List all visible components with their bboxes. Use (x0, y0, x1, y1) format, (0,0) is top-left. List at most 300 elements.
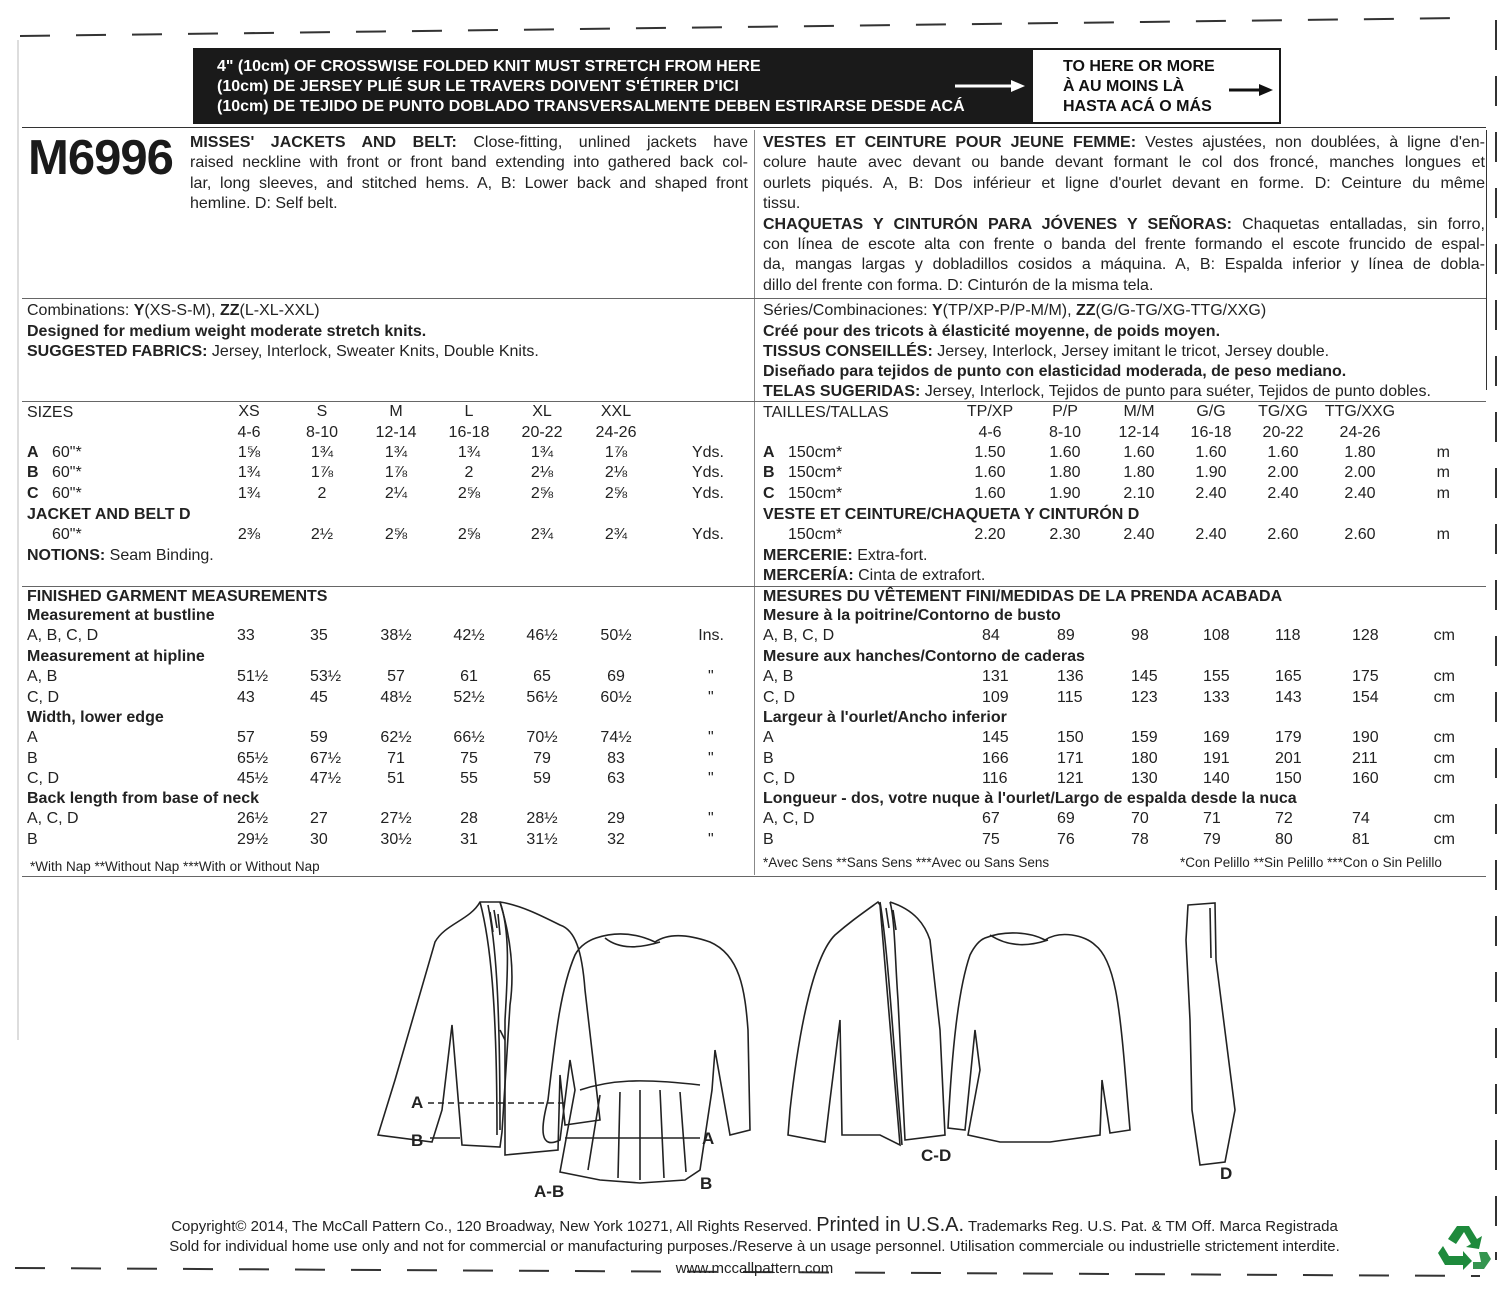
view-a-front-illustration (378, 902, 600, 1155)
intl-meas-unit: cm (1433, 810, 1455, 828)
us-meas-heading: Measurement at bustline (27, 607, 215, 624)
us-meas-heading: Measurement at hipline (27, 648, 205, 665)
us-meas-views: C, D (27, 770, 59, 788)
combo-zz-sizes: (L-XL-XXL) (239, 302, 320, 319)
tissus-text: Jersey, Interlock, Jersey imitant le tricot, Jersey double. (937, 343, 1330, 360)
us-meas-value: 69 (607, 668, 625, 686)
trademarks-text: Trademarks Reg. U.S. Pat. & TM Off. Marca Registrada (967, 1218, 1338, 1235)
combo-y-sizes: (TP/XP-P/P-M/M), (942, 302, 1072, 319)
us-meas-value: 75 (460, 749, 478, 767)
intl-size-range: 16-18 (1190, 424, 1232, 441)
intl-yardage-value: 2.40 (1195, 484, 1227, 502)
intl-meas-value: 89 (1057, 627, 1075, 645)
tissus-label: TISSUS CONSEILLÉS: (763, 343, 933, 360)
us-meas-value: 27½ (380, 810, 412, 828)
intl-size-header: TTG/XXG (1324, 403, 1396, 420)
intl-meas-value: 154 (1352, 688, 1379, 706)
intl-meas-value: 180 (1131, 749, 1158, 767)
mercerie-label: MERCERIE: (763, 547, 853, 564)
view-cd-front-illustration (788, 902, 945, 1145)
intl-yardage-unit: m (1436, 484, 1450, 502)
us-meas-unit: " (708, 729, 714, 747)
us-meas-views: A, B (27, 668, 58, 686)
en-suggested-fabrics (27, 342, 539, 362)
intl-sizes-label: TAILLES/TALLAS (763, 404, 889, 421)
us-yardage-width: 60"* (52, 484, 82, 502)
us-meas-value: 38½ (380, 627, 412, 645)
us-meas-value: 28½ (526, 810, 558, 828)
us-meas-unit: " (708, 770, 714, 788)
us-meas-value: 31½ (526, 830, 558, 848)
intl-meas-value: 118 (1275, 627, 1301, 645)
us-meas-value: 45½ (237, 770, 269, 788)
intl-meas-value: 136 (1057, 668, 1084, 686)
us-yardage-value: 1⅞ (604, 444, 628, 461)
us-meas-value: 30½ (380, 830, 412, 848)
merceria-text: Cinta de extrafort. (858, 567, 986, 584)
us-meas-value: 60½ (600, 688, 632, 706)
combo-zz-sizes: (G/G-TG/XG-TTG/XXG) (1095, 302, 1267, 319)
stretch-line-fr: (10cm) DE JERSEY PLIÉ SUR LE TRAVERS DOIVENT S'ÉTIRER D'ICI (217, 78, 739, 95)
us-jb-unit: Yds. (691, 526, 724, 543)
us-yardage-value: 1¾ (384, 444, 408, 461)
intl-meas-value: 108 (1203, 627, 1230, 645)
intl-size-header: TP/XP (966, 403, 1014, 420)
intl-meas-value: 80 (1275, 830, 1293, 848)
us-meas-value: 57 (237, 729, 255, 747)
us-yardage-value: 1¾ (457, 444, 481, 461)
us-meas-value: 42½ (453, 627, 485, 645)
stretch-gauge (193, 48, 1281, 124)
label-a-right: A (702, 1129, 715, 1148)
us-yardage-width: 60"* (52, 464, 82, 482)
label-d: D (1220, 1164, 1233, 1183)
intl-meas-value: 75 (982, 830, 1000, 848)
us-meas-value: 55 (460, 770, 478, 788)
intl-meas-value: 145 (1131, 668, 1158, 686)
us-yardage-value: 1¾ (237, 464, 261, 482)
intl-meas-unit: cm (1433, 830, 1455, 848)
notions-label: NOTIONS: (27, 547, 106, 564)
us-meas-value: 51½ (237, 668, 269, 686)
us-meas-value: 79 (533, 749, 551, 767)
us-size-header: XS (238, 403, 260, 420)
us-size-range: 4-6 (237, 424, 261, 441)
us-meas-views: B (27, 830, 38, 848)
us-size-range: 16-18 (448, 424, 490, 441)
intl-meas-heading: Largeur à l'ourlet/Ancho inferior (763, 709, 1007, 726)
intl-meas-views: B (763, 830, 774, 848)
us-sizes-label: SIZES (27, 404, 74, 421)
intl-size-range: 20-22 (1262, 424, 1304, 441)
us-jb-value: 2⅝ (384, 526, 408, 543)
intl-meas-views: A, B, C, D (763, 627, 835, 645)
view-cd-back-illustration (948, 933, 1130, 1142)
intl-meas-views: C, D (763, 688, 795, 706)
intl-yardage-value: 1.90 (1049, 484, 1081, 502)
us-meas-value: 59 (310, 729, 328, 747)
intl-meas-value: 133 (1203, 688, 1230, 706)
intl-fgm-title: MESURES DU VÊTEMENT FINI/MEDIDAS DE LA PRENDA ACABADA (763, 588, 1283, 605)
us-meas-value: 29½ (237, 830, 269, 848)
us-meas-value: 56½ (526, 688, 558, 706)
en-desc-line: raised neckline with front or front band extending into gathered back col- (190, 154, 748, 172)
combo-y: Y (931, 302, 943, 319)
us-yardage-value: 1⅝ (237, 444, 261, 461)
arrow-right-icon (955, 78, 1025, 94)
english-title: MISSES' JACKETS AND BELT: (190, 134, 457, 151)
intl-yardage-unit: m (1436, 444, 1450, 461)
stretch-line-en: 4" (10cm) OF CROSSWISE FOLDED KNIT MUST STRETCH FROM HERE (217, 58, 761, 75)
us-yardage-value: 2⅛ (604, 464, 628, 482)
us-meas-unit: Ins. (698, 627, 724, 645)
intl-meas-value: 78 (1131, 830, 1149, 848)
us-yardage-unit: Yds. (691, 484, 724, 502)
intl-meas-unit: cm (1433, 627, 1455, 645)
fr-desc-line: ourlets piqués. A, B: Dos inférieur et ligne d'ourlet devant en forme. D: Ceinture du même (763, 174, 1485, 192)
intl-meas-value: 140 (1203, 770, 1230, 788)
intl-meas-heading: Mesure aux hanches/Contorno de caderas (763, 648, 1085, 665)
intl-jb-unit: m (1436, 526, 1450, 543)
es-telas (763, 382, 1431, 402)
us-size-header: L (464, 403, 474, 420)
us-size-header: XXL (600, 403, 632, 420)
us-meas-value: 70½ (526, 729, 558, 747)
intl-meas-value: 169 (1203, 729, 1230, 747)
intl-yardage-value: 2.40 (1344, 484, 1376, 502)
us-yardage-value: 1⅞ (384, 464, 408, 482)
intl-meas-value: 98 (1131, 627, 1149, 645)
us-meas-value: 66½ (453, 729, 485, 747)
combo-zz: ZZ (219, 302, 240, 319)
intl-yardage-value: 1.60 (1123, 444, 1155, 461)
label-a-left: A (411, 1093, 424, 1112)
es-desc-line: con línea de escote alta con frente o banda del frente formando el escote fruncido de espal- (763, 236, 1485, 254)
intl-yardage-unit: m (1436, 464, 1450, 482)
us-yardage-unit: Yds. (691, 444, 724, 461)
intl-meas-value: 81 (1352, 830, 1370, 848)
intl-yardage-value: 2.10 (1123, 484, 1155, 502)
intl-meas-value: 166 (982, 749, 1009, 767)
merceria (763, 566, 985, 586)
us-meas-views: C, D (27, 688, 59, 706)
recycle-icon (1435, 1222, 1491, 1272)
us-yardage-view: C (27, 484, 39, 502)
intl-meas-value: 159 (1131, 729, 1158, 747)
intl-meas-value: 145 (982, 729, 1009, 747)
us-yardage-value: 1¾ (310, 444, 334, 461)
intl-size-range: 12-14 (1118, 424, 1160, 441)
us-jb-value: 2¾ (604, 526, 628, 543)
us-meas-value: 46½ (526, 627, 558, 645)
us-yardage-value: 1⅞ (310, 464, 334, 482)
intl-jb-value: 2.40 (1123, 526, 1155, 543)
us-meas-views: A, C, D (27, 810, 79, 828)
us-jb-value: 2⅝ (457, 526, 481, 543)
us-meas-value: 35 (310, 627, 328, 645)
combo-y-sizes: (XS-S-M), (144, 302, 216, 319)
us-meas-value: 48½ (380, 688, 412, 706)
intl-meas-value: 150 (1275, 770, 1302, 788)
en-desc-line: lar, long sleeves, and stitched hems. A, B: Lower back and shaped front (190, 174, 748, 192)
intl-yardage-value: 1.50 (974, 444, 1006, 461)
us-jb-value: 2⅜ (237, 526, 261, 543)
intl-meas-value: 211 (1352, 749, 1378, 767)
us-meas-value: 65½ (237, 749, 269, 767)
us-yardage-width: 60"* (52, 444, 82, 461)
en-combinations (27, 301, 320, 321)
intl-meas-unit: cm (1433, 729, 1455, 747)
us-jb-value: 2½ (310, 526, 334, 543)
intl-meas-value: 160 (1352, 770, 1379, 788)
us-meas-value: 50½ (600, 627, 632, 645)
intl-yardage-value: 2.40 (1267, 484, 1299, 502)
intl-meas-value: 74 (1352, 810, 1370, 828)
telas-label: TELAS SUGERIDAS: (763, 383, 921, 400)
us-meas-value: 43 (237, 688, 255, 706)
printed-text: Printed in U.S.A. (816, 1214, 965, 1236)
intl-meas-value: 175 (1352, 668, 1379, 686)
intl-meas-value: 116 (982, 770, 1008, 788)
us-meas-value: 52½ (453, 688, 485, 706)
intl-meas-unit: cm (1433, 770, 1455, 788)
mercerie (763, 546, 927, 566)
intl-size-range: 8-10 (1048, 424, 1082, 441)
us-yardage-value: 2¼ (384, 484, 408, 502)
intl-meas-unit: cm (1433, 668, 1455, 686)
us-jacket-belt-label: JACKET AND BELT D (27, 506, 191, 523)
us-meas-value: 28 (460, 810, 478, 828)
us-yardage-value: 2⅝ (457, 484, 481, 502)
intl-meas-value: 179 (1275, 729, 1302, 747)
us-meas-value: 32 (607, 830, 625, 848)
us-nap-note: *With Nap **Without Nap ***With or Without Nap (30, 859, 320, 874)
intl-yardage-value: 1.60 (974, 484, 1006, 502)
intl-size-header: M/M (1123, 403, 1155, 420)
intl-meas-value: 123 (1131, 688, 1158, 706)
pattern-number: M6996 (28, 131, 173, 185)
intl-yardage-width: 150cm* (788, 444, 843, 461)
copyright-text: Copyright© 2014, The McCall Pattern Co., 120 Broadway, New York 10271, All Rights Reserved. (171, 1218, 813, 1235)
stretch-line-es: (10cm) DE TEJIDO DE PUNTO DOBLADO TRANSVERSALMENTE DEBEN ESTIRARSE DESDE ACÁ (217, 98, 965, 115)
intl-size-range: 4-6 (978, 424, 1002, 441)
intl-meas-views: A (763, 729, 774, 747)
es-desc-line: Chaquetas entalladas, sin forro, (1242, 215, 1485, 233)
intl-meas-value: 143 (1275, 688, 1302, 706)
intl-meas-unit: cm (1433, 688, 1455, 706)
us-meas-value: 30 (310, 830, 328, 848)
us-meas-views: A, B, C, D (27, 627, 99, 645)
intl-meas-value: 79 (1203, 830, 1221, 848)
us-meas-value: 53½ (310, 668, 342, 686)
intl-meas-value: 84 (982, 627, 1000, 645)
fr-desc-line: tissu. (763, 195, 801, 213)
intl-meas-value: 150 (1057, 729, 1084, 747)
us-meas-unit: " (708, 668, 714, 686)
intl-meas-views: B (763, 749, 774, 767)
us-yardage-view: B (27, 464, 39, 482)
footer-copyright-line (0, 1214, 1509, 1237)
us-meas-views: B (27, 749, 38, 767)
us-size-range: 12-14 (375, 424, 417, 441)
view-d-belt-illustration (1186, 903, 1235, 1165)
us-yardage-value: 2⅝ (604, 484, 628, 502)
intl-jb-value: 2.40 (1195, 526, 1227, 543)
us-meas-heading: Width, lower edge (27, 709, 164, 726)
us-yardage-value: 2 (317, 484, 327, 502)
intl-jb-value: 2.30 (1049, 526, 1081, 543)
us-yardage-unit: Yds. (691, 464, 724, 482)
intl-yardage-value: 1.80 (1049, 464, 1081, 482)
intl-jb-value: 2.60 (1344, 526, 1376, 543)
intl-meas-heading: Longueur - dos, votre nuque à l'ourlet/Largo de espalda desde la nuca (763, 790, 1297, 807)
intl-size-header: TG/XG (1258, 403, 1308, 420)
intl-yardage-value: 1.60 (1195, 444, 1227, 461)
us-size-header: M (389, 403, 403, 420)
fr-tissus (763, 342, 1329, 362)
intl-meas-value: 191 (1203, 749, 1230, 767)
us-meas-value: 27 (310, 810, 328, 828)
intl-meas-views: A, C, D (763, 810, 815, 828)
us-meas-unit: " (708, 749, 714, 767)
stretch-gauge-dark (193, 48, 1031, 124)
intl-yardage-view: C (763, 484, 775, 502)
us-meas-unit: " (708, 688, 714, 706)
french-title: VESTES ET CEINTURE POUR JEUNE FEMME: (763, 134, 1137, 151)
intl-jb-value: 2.20 (974, 526, 1006, 543)
us-meas-value: 51 (387, 770, 405, 788)
intl-meas-value: 131 (982, 668, 1009, 686)
en-designed-for: Designed for medium weight moderate stretch knits. (27, 323, 427, 340)
intl-combinations (763, 301, 1266, 321)
intl-yardage-width: 150cm* (788, 484, 843, 502)
merceria-label: MERCERÍA: (763, 567, 854, 584)
us-meas-value: 45 (310, 688, 328, 706)
english-description (190, 133, 748, 215)
intl-meas-value: 115 (1057, 688, 1083, 706)
spanish-title: CHAQUETAS Y CINTURÓN PARA JÓVENES Y SEÑORAS: (763, 215, 1232, 233)
intl-meas-value: 190 (1352, 729, 1379, 747)
notions (27, 546, 214, 566)
us-meas-value: 47½ (310, 770, 342, 788)
es-desc-line: da, mangas largas y dobladillos cosidos a máquina. A, B: Espalda inferior y línea de dobla- (763, 256, 1485, 274)
intl-meas-value: 109 (982, 688, 1009, 706)
us-meas-value: 29 (607, 810, 625, 828)
intl-yardage-value: 1.90 (1195, 464, 1227, 482)
intl-meas-value: 72 (1275, 810, 1293, 828)
us-meas-unit: " (708, 810, 714, 828)
us-meas-value: 31 (460, 830, 478, 848)
us-size-header: S (316, 403, 328, 420)
combo-zz: ZZ (1076, 302, 1096, 319)
intl-yardage-value: 1.60 (1267, 444, 1299, 461)
us-meas-value: 61 (460, 668, 478, 686)
intl-jb-width: 150cm* (788, 526, 843, 543)
intl-yardage-value: 2.00 (1344, 464, 1376, 482)
us-yardage-value: 2⅝ (530, 484, 554, 502)
intl-meas-heading: Mesure à la poitrine/Contorno de busto (763, 607, 1061, 624)
intl-size-range: 24-26 (1339, 424, 1381, 441)
fr-desc-line: colure haute avec devant ou bande devant formant le col dos froncé, manches longues et (763, 154, 1485, 172)
suggested-label: SUGGESTED FABRICS: (27, 343, 208, 360)
intl-meas-value: 171 (1057, 749, 1084, 767)
us-yardage-value: 1¾ (530, 444, 554, 461)
to-line-fr: À AU MOINS LÀ (1063, 78, 1185, 95)
fr-desc-line: Vestes ajustées, non doublées, à ligne d'en- (1145, 134, 1486, 151)
us-meas-value: 63 (607, 770, 625, 788)
us-size-range: 8-10 (305, 424, 339, 441)
view-ab-back-illustration (543, 934, 750, 1183)
us-meas-value: 67½ (310, 749, 342, 767)
intl-meas-value: 76 (1057, 830, 1075, 848)
combinations-label: Combinations: (27, 302, 130, 319)
label-cd: C-D (921, 1146, 952, 1165)
label-ab: A-B (534, 1182, 565, 1201)
footer-sold-text: Sold for individual home use only and not for commercial or manufacturing purposes./Reserve à un usage personnel. Utilisation commerciale ou industrielle strictement interdite. (169, 1238, 1340, 1255)
intl-jb-value: 2.60 (1267, 526, 1299, 543)
intl-yardage-width: 150cm* (788, 464, 843, 482)
intl-meas-views: C, D (763, 770, 795, 788)
intl-meas-value: 71 (1203, 810, 1221, 828)
arrow-right-icon (1229, 82, 1273, 98)
us-meas-value: 62½ (380, 729, 412, 747)
en-desc-line: Close-fitting, unlined jackets have (473, 134, 748, 151)
us-meas-value: 26½ (237, 810, 269, 828)
us-jb-value: 2¾ (530, 526, 554, 543)
intl-yardage-view: B (763, 464, 775, 482)
us-meas-value: 59 (533, 770, 551, 788)
intl-meas-value: 130 (1131, 770, 1158, 788)
us-size-range: 24-26 (595, 424, 637, 441)
to-line-en: TO HERE OR MORE (1063, 58, 1215, 75)
french-spanish-description (763, 133, 1485, 296)
intl-yardage-value: 1.80 (1123, 464, 1155, 482)
website-link[interactable]: www.mccallpattern.com (675, 1260, 834, 1277)
intl-yardage-view: A (763, 444, 775, 461)
intl-meas-value: 67 (982, 810, 1000, 828)
intl-yardage-value: 1.60 (1049, 444, 1081, 461)
us-size-range: 20-22 (521, 424, 563, 441)
intl-meas-value: 128 (1352, 627, 1379, 645)
label-b-left: B (411, 1131, 424, 1150)
us-meas-value: 65 (533, 668, 551, 686)
us-meas-unit: " (708, 830, 714, 848)
us-yardage-view: A (27, 444, 39, 461)
intl-yardage-value: 2.00 (1267, 464, 1299, 482)
intl-meas-value: 155 (1203, 668, 1230, 686)
stretch-gauge-target (1031, 48, 1281, 124)
combinations-label: Séries/Combinaciones: (763, 302, 928, 319)
us-size-header: XL (532, 403, 552, 420)
intl-meas-unit: cm (1433, 749, 1455, 767)
us-meas-views: A (27, 729, 38, 747)
us-meas-value: 33 (237, 627, 255, 645)
label-b-right: B (700, 1174, 713, 1193)
intl-size-header: P/P (1052, 403, 1078, 420)
to-line-es: HASTA ACÁ O MÁS (1063, 98, 1212, 115)
intl-yardage-value: 1.80 (1344, 444, 1376, 461)
intl-meas-value: 70 (1131, 810, 1149, 828)
es-nap-note: *Con Pelillo **Sin Pelillo ***Con o Sin Pelillo (1180, 855, 1442, 870)
intl-meas-value: 165 (1275, 668, 1302, 686)
intl-meas-value: 121 (1057, 770, 1084, 788)
en-desc-line: hemline. D: Self belt. (190, 195, 338, 213)
us-meas-value: 83 (607, 749, 625, 767)
us-yardage-value: 2 (464, 464, 474, 482)
us-meas-value: 57 (387, 668, 405, 686)
es-desc-line: dillo del frente con forma. D: Cinturón de la misma tela. (763, 276, 1154, 294)
intl-meas-views: A, B (763, 668, 794, 686)
